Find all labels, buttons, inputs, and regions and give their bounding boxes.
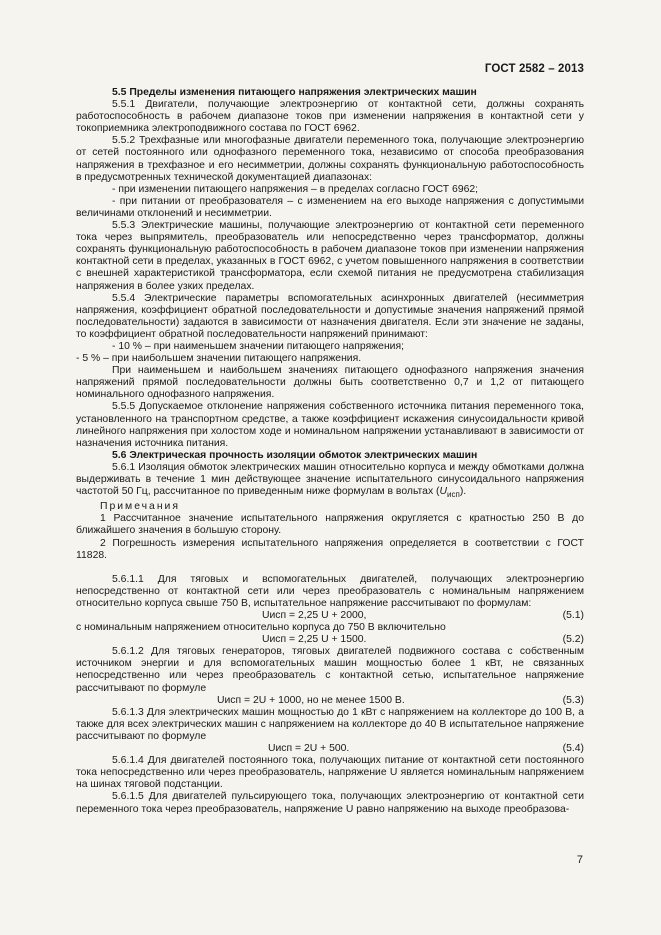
paragraph-5-5-2-item-a: - при изменении питающего напряжения – в пределах согласно ГОСТ 6962; — [112, 183, 479, 195]
note-2: 2 Погрешность измерения испытательного напряжения определяется в соответствии с ГОСТ 11828. — [76, 537, 584, 561]
paragraph-5-6-1 — [76, 462, 584, 501]
paragraph-5-5-2: 5.5.2 Трехфазные или многофазные двигатели переменного тока, получающие электроэнергию от сетей постоянного или однофазного переменного тока, независимо от способа преобразования напряжения в трехфазное и его несимметрии, должны сохранять функциональную работоспособность в предусмотренных технической документацией диапазонах: — [76, 135, 584, 183]
formula-5-3 — [76, 695, 584, 707]
paragraph-5-6-1-4: 5.6.1.4 Для двигателей постоянного тока, получающих питание от контактной сети постоянного тока непосредственно или через преобразователь, напряжение U является номинальным напряжением на шинах тяговой подстанции. — [76, 755, 584, 791]
formula-5-2-text: Uисп = 2,25 U + 1500. — [262, 634, 367, 646]
notes-title: Примечания — [100, 501, 180, 513]
formula-5-3-number: (5.3) — [562, 694, 584, 706]
document-body — [76, 87, 584, 816]
formula-5-2-number: (5.2) — [562, 634, 584, 646]
paragraph-5-6-1-1: 5.6.1.1 Для тяговых и вспомогательных двигателей, получающих электроэнергию непосредственно от контактной сети или через преобразователь с номинальным напряжением относительно корпуса свыше 750 В, испытательное напряжение рассчитывают по формулам: — [76, 573, 584, 609]
paragraph-5-5-1: 5.5.1 Двигатели, получающие электроэнергию от контактной сети, должны сохранять работоспособность в рабочем диапазоне токов при изменении напряжения в контактной сети у токоприемника электроподвижного состава по ГОСТ 6962. — [76, 99, 584, 135]
section-heading-5-5: 5.5 Пределы изменения питающего напряжения электрических машин — [112, 87, 477, 98]
paragraph-5-6-1-3: 5.6.1.3 Для электрических машин мощностью до 1 кВт с напряжением на коллекторе до 100 В, а также для всех электрических машин с напряжением на коллекторе до 40 В испытательное напряжение рассчитывают по формуле — [76, 706, 584, 742]
note-1: 1 Рассчитанное значение испытательного напряжения округляется с кратностью 250 В до ближайшего значения в большую сторону. — [76, 513, 584, 537]
paragraph-5-5-3: 5.5.3 Электрические машины, получающие электроэнергию от контактной сети переменного тока через выпрямитель, преобразователь или непосредственно через трансформатор, должны сохранять функциональную работоспособность в рабочем диапазоне токов при изменении напряжения контактной сети в пределах, указанных в ГОСТ 6962, с учетом повышенного напряжения в соответствии с внешней характеристикой трансформатора, если схемой питания не предусмотрена стабилизация напряжения в более узких пределах. — [76, 220, 584, 292]
paragraph-5-6-1-2: 5.6.1.2 Для тяговых генераторов, тяговых двигателей подвижного состава с собственным источником энергии и для вспомогательных машин мощностью более 1 кВт, не связанных непосредственно или через преобразователь с контактной сетью, испытательное напряжение рассчитывают по формуле — [76, 646, 584, 694]
paragraph-5-5-2-item-b: - при питании от преобразователя – с изменением на его выходе напряжения с допустимыми величинами отклонений и несимметрии. — [76, 195, 584, 219]
paragraph-5-5-4-note: При наименьшем и наибольшем значениях питающего однофазного напряжения значения напряжений прямой последовательности должны быть соответственно 0,7 и 1,2 от питающего номинального однофазного напряжения. — [76, 365, 584, 401]
formula-5-4 — [76, 743, 584, 755]
document-id-header: ГОСТ 2582 – 2013 — [484, 63, 584, 75]
formula-5-1-number: (5.1) — [562, 610, 584, 622]
paragraph-5-6-1-1-cont: с номинальным напряжением относительно корпуса до 750 В включительно — [76, 622, 446, 634]
formula-5-2 — [76, 634, 584, 646]
paragraph-5-5-4: 5.5.4 Электрические параметры вспомогательных асинхронных двигателей (несимметрия напряжения, коэффициент обратной последовательности и допустимые значения напряжений прямой последовательности) задаются в зависимости от назначения двигателя. Если эти значение не заданы, то коэффициент обратной последовательности напряжений принимают: — [76, 292, 584, 340]
formula-5-4-text: Uисп = 2U + 500. — [268, 743, 350, 755]
section-heading-5-6: 5.6 Электрическая прочность изоляции обмоток электрических машин — [112, 449, 478, 461]
formula-5-1 — [76, 610, 584, 622]
paragraph-5-6-1-5: 5.6.1.5 Для двигателей пульсирующего тока, получающих электроэнергию от контактной сети переменного тока через преобразователь, напряжение U равно напряжению на выходе преобразова- — [76, 791, 584, 815]
paragraph-5-6-1-end: ). — [459, 486, 467, 498]
paragraph-5-5-4-item-a: - 10 % – при наименьшем значении питающего напряжения; — [112, 340, 404, 352]
formula-5-3-text: Uисп = 2U + 1000, но не менее 1500 В. — [217, 694, 405, 706]
formula-5-1-text: Uисп = 2,25 U + 2000, — [262, 610, 367, 622]
paragraph-5-5-4-item-b: - 5 % – при наибольшем значении питающего напряжения. — [76, 353, 362, 365]
u-variable: U — [439, 486, 448, 498]
page-number: 7 — [576, 854, 583, 866]
paragraph-5-6-1-text: 5.6.1 Изоляция обмоток электрических машин относительно корпуса и между обмотками должна выдерживать в течение 1 мин действующее значение испытательного синусоидального напряжения частотой 50 Гц, рассчитанное по приведенным ниже формулам в вольтах ( — [76, 461, 584, 498]
formula-5-4-number: (5.4) — [562, 743, 584, 755]
paragraph-5-5-5: 5.5.5 Допускаемое отклонение напряжения собственного источника питания переменного тока, установленного на транспортном средстве, а также коэффициент искажения синусоидальности кривой линейного напряжения при холостом ходе и номинальном напряжении устанавливают в зависимости от назначения источника питания. — [76, 401, 584, 449]
u-subscript: исп — [447, 490, 460, 500]
spacer — [76, 562, 584, 574]
